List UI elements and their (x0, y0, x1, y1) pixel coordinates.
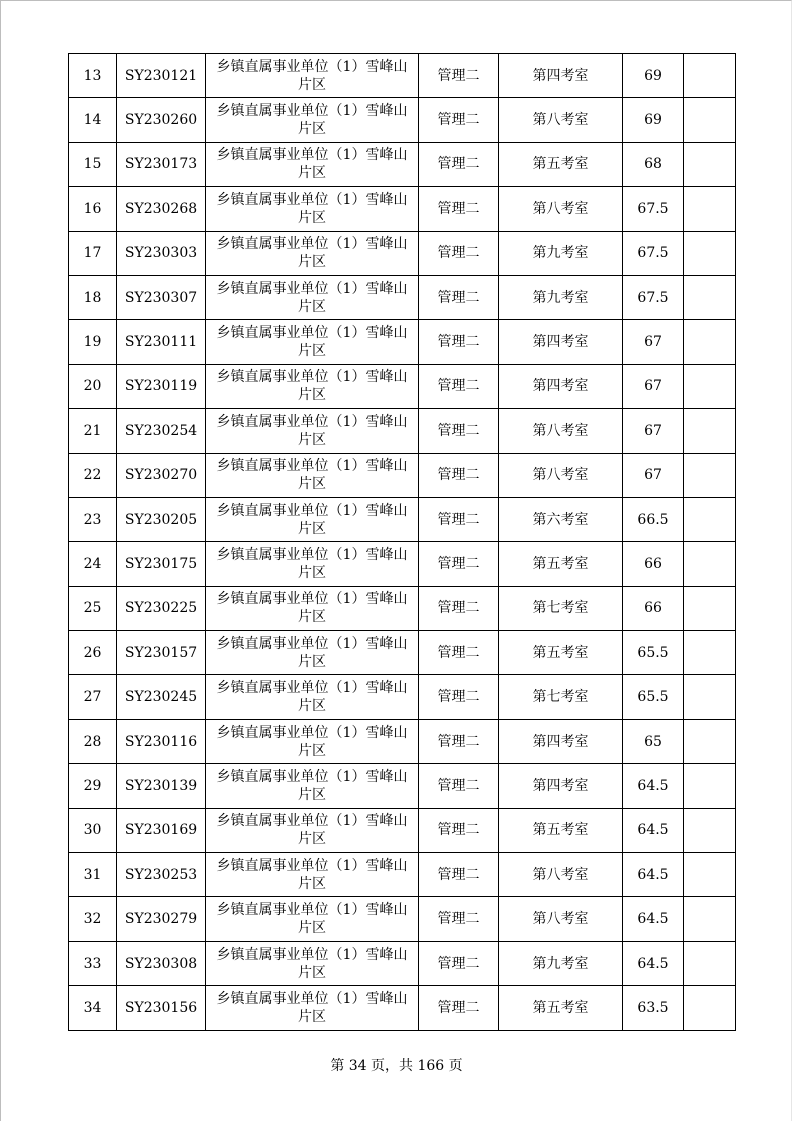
score-cell: 64.5 (623, 808, 684, 852)
exam-room-cell: 第五考室 (499, 542, 623, 586)
exam-room-cell: 第八考室 (499, 187, 623, 231)
score-cell: 65 (623, 719, 684, 763)
score-cell: 64.5 (623, 853, 684, 897)
position-cell: 管理二 (419, 320, 499, 364)
row-number-cell: 16 (69, 187, 117, 231)
candidate-id-cell: SY230303 (117, 231, 206, 275)
row-number-cell: 18 (69, 275, 117, 319)
position-cell: 管理二 (419, 275, 499, 319)
row-number-cell: 25 (69, 586, 117, 630)
candidate-id-cell: SY230156 (117, 986, 206, 1030)
remark-cell (684, 409, 736, 453)
candidate-id-cell: SY230225 (117, 586, 206, 630)
employer-unit-cell: 乡镇直属事业单位（1）雪峰山片区 (206, 453, 419, 497)
candidate-id-cell: SY230308 (117, 941, 206, 985)
score-cell: 67.5 (623, 231, 684, 275)
candidate-id-cell: SY230245 (117, 675, 206, 719)
row-number-cell: 29 (69, 764, 117, 808)
remark-cell (684, 231, 736, 275)
candidate-id-cell: SY230111 (117, 320, 206, 364)
remark-cell (684, 719, 736, 763)
exam-room-cell: 第四考室 (499, 764, 623, 808)
exam-room-cell: 第八考室 (499, 853, 623, 897)
table-row (69, 897, 736, 941)
remark-cell (684, 808, 736, 852)
score-cell: 67.5 (623, 187, 684, 231)
row-number-cell: 28 (69, 719, 117, 763)
table-row (69, 986, 736, 1030)
position-cell: 管理二 (419, 54, 499, 98)
score-cell: 69 (623, 54, 684, 98)
table-row (69, 853, 736, 897)
row-number-cell: 21 (69, 409, 117, 453)
candidate-id-cell: SY230121 (117, 54, 206, 98)
candidate-id-cell: SY230307 (117, 275, 206, 319)
candidate-id-cell: SY230253 (117, 853, 206, 897)
employer-unit-cell: 乡镇直属事业单位（1）雪峰山片区 (206, 853, 419, 897)
remark-cell (684, 54, 736, 98)
score-cell: 66 (623, 542, 684, 586)
remark-cell (684, 586, 736, 630)
table-row (69, 187, 736, 231)
score-cell: 67 (623, 453, 684, 497)
candidate-id-cell: SY230279 (117, 897, 206, 941)
position-cell: 管理二 (419, 853, 499, 897)
score-cell: 63.5 (623, 986, 684, 1030)
table-row (69, 719, 736, 763)
exam-room-cell: 第四考室 (499, 54, 623, 98)
table-row (69, 409, 736, 453)
position-cell: 管理二 (419, 986, 499, 1030)
position-cell: 管理二 (419, 675, 499, 719)
candidate-id-cell: SY230169 (117, 808, 206, 852)
employer-unit-cell: 乡镇直属事业单位（1）雪峰山片区 (206, 409, 419, 453)
exam-room-cell: 第四考室 (499, 320, 623, 364)
employer-unit-cell: 乡镇直属事业单位（1）雪峰山片区 (206, 808, 419, 852)
exam-room-cell: 第九考室 (499, 231, 623, 275)
exam-room-cell: 第六考室 (499, 497, 623, 541)
table-row (69, 453, 736, 497)
row-number-cell: 14 (69, 98, 117, 142)
exam-room-cell: 第九考室 (499, 941, 623, 985)
employer-unit-cell: 乡镇直属事业单位（1）雪峰山片区 (206, 675, 419, 719)
employer-unit-cell: 乡镇直属事业单位（1）雪峰山片区 (206, 320, 419, 364)
employer-unit-cell: 乡镇直属事业单位（1）雪峰山片区 (206, 364, 419, 408)
score-cell: 69 (623, 98, 684, 142)
exam-room-cell: 第四考室 (499, 719, 623, 763)
table-row (69, 941, 736, 985)
position-cell: 管理二 (419, 542, 499, 586)
table-row (69, 142, 736, 186)
remark-cell (684, 98, 736, 142)
remark-cell (684, 764, 736, 808)
score-cell: 66.5 (623, 497, 684, 541)
candidate-id-cell: SY230175 (117, 542, 206, 586)
table-row (69, 54, 736, 98)
score-cell: 64.5 (623, 764, 684, 808)
row-number-cell: 17 (69, 231, 117, 275)
position-cell: 管理二 (419, 497, 499, 541)
table-row (69, 275, 736, 319)
row-number-cell: 26 (69, 631, 117, 675)
candidate-id-cell: SY230254 (117, 409, 206, 453)
employer-unit-cell: 乡镇直属事业单位（1）雪峰山片区 (206, 187, 419, 231)
remark-cell (684, 364, 736, 408)
position-cell: 管理二 (419, 941, 499, 985)
row-number-cell: 31 (69, 853, 117, 897)
exam-room-cell: 第八考室 (499, 409, 623, 453)
remark-cell (684, 142, 736, 186)
table-row (69, 631, 736, 675)
row-number-cell: 20 (69, 364, 117, 408)
score-cell: 64.5 (623, 897, 684, 941)
row-number-cell: 13 (69, 54, 117, 98)
exam-room-cell: 第九考室 (499, 275, 623, 319)
position-cell: 管理二 (419, 897, 499, 941)
score-cell: 67 (623, 320, 684, 364)
remark-cell (684, 986, 736, 1030)
exam-room-cell: 第八考室 (499, 453, 623, 497)
employer-unit-cell: 乡镇直属事业单位（1）雪峰山片区 (206, 98, 419, 142)
remark-cell (684, 897, 736, 941)
employer-unit-cell: 乡镇直属事业单位（1）雪峰山片区 (206, 497, 419, 541)
exam-room-cell: 第五考室 (499, 986, 623, 1030)
candidate-id-cell: SY230119 (117, 364, 206, 408)
position-cell: 管理二 (419, 808, 499, 852)
score-cell: 67 (623, 364, 684, 408)
remark-cell (684, 853, 736, 897)
exam-room-cell: 第五考室 (499, 631, 623, 675)
row-number-cell: 22 (69, 453, 117, 497)
remark-cell (684, 275, 736, 319)
row-number-cell: 24 (69, 542, 117, 586)
table-row (69, 808, 736, 852)
score-cell: 64.5 (623, 941, 684, 985)
table-row (69, 675, 736, 719)
exam-room-cell: 第七考室 (499, 586, 623, 630)
remark-cell (684, 675, 736, 719)
candidate-id-cell: SY230205 (117, 497, 206, 541)
employer-unit-cell: 乡镇直属事业单位（1）雪峰山片区 (206, 986, 419, 1030)
position-cell: 管理二 (419, 719, 499, 763)
score-cell: 67.5 (623, 275, 684, 319)
exam-room-cell: 第八考室 (499, 897, 623, 941)
candidate-id-cell: SY230268 (117, 187, 206, 231)
remark-cell (684, 542, 736, 586)
row-number-cell: 30 (69, 808, 117, 852)
position-cell: 管理二 (419, 98, 499, 142)
exam-room-cell: 第七考室 (499, 675, 623, 719)
exam-room-cell: 第五考室 (499, 142, 623, 186)
remark-cell (684, 453, 736, 497)
row-number-cell: 19 (69, 320, 117, 364)
position-cell: 管理二 (419, 364, 499, 408)
candidate-id-cell: SY230116 (117, 719, 206, 763)
employer-unit-cell: 乡镇直属事业单位（1）雪峰山片区 (206, 719, 419, 763)
row-number-cell: 27 (69, 675, 117, 719)
table-row (69, 364, 736, 408)
candidate-id-cell: SY230173 (117, 142, 206, 186)
table-row (69, 497, 736, 541)
results-table (68, 53, 736, 1031)
employer-unit-cell: 乡镇直属事业单位（1）雪峰山片区 (206, 897, 419, 941)
row-number-cell: 32 (69, 897, 117, 941)
candidate-id-cell: SY230157 (117, 631, 206, 675)
table-row (69, 320, 736, 364)
table-row (69, 542, 736, 586)
remark-cell (684, 497, 736, 541)
employer-unit-cell: 乡镇直属事业单位（1）雪峰山片区 (206, 542, 419, 586)
score-cell: 67 (623, 409, 684, 453)
position-cell: 管理二 (419, 631, 499, 675)
score-cell: 68 (623, 142, 684, 186)
position-cell: 管理二 (419, 187, 499, 231)
table-row (69, 231, 736, 275)
position-cell: 管理二 (419, 231, 499, 275)
page-footer: 第 34 页，共 166 页 (330, 1058, 463, 1074)
employer-unit-cell: 乡镇直属事业单位（1）雪峰山片区 (206, 941, 419, 985)
employer-unit-cell: 乡镇直属事业单位（1）雪峰山片区 (206, 586, 419, 630)
position-cell: 管理二 (419, 409, 499, 453)
score-cell: 65.5 (623, 631, 684, 675)
table-row (69, 764, 736, 808)
row-number-cell: 34 (69, 986, 117, 1030)
candidate-id-cell: SY230139 (117, 764, 206, 808)
employer-unit-cell: 乡镇直属事业单位（1）雪峰山片区 (206, 631, 419, 675)
position-cell: 管理二 (419, 142, 499, 186)
employer-unit-cell: 乡镇直属事业单位（1）雪峰山片区 (206, 275, 419, 319)
remark-cell (684, 631, 736, 675)
remark-cell (684, 320, 736, 364)
position-cell: 管理二 (419, 764, 499, 808)
position-cell: 管理二 (419, 586, 499, 630)
employer-unit-cell: 乡镇直属事业单位（1）雪峰山片区 (206, 764, 419, 808)
row-number-cell: 15 (69, 142, 117, 186)
candidate-id-cell: SY230270 (117, 453, 206, 497)
table-row (69, 586, 736, 630)
remark-cell (684, 941, 736, 985)
employer-unit-cell: 乡镇直属事业单位（1）雪峰山片区 (206, 231, 419, 275)
exam-room-cell: 第五考室 (499, 808, 623, 852)
row-number-cell: 23 (69, 497, 117, 541)
exam-room-cell: 第八考室 (499, 98, 623, 142)
exam-room-cell: 第四考室 (499, 364, 623, 408)
table-body (69, 54, 736, 1031)
remark-cell (684, 187, 736, 231)
candidate-id-cell: SY230260 (117, 98, 206, 142)
score-cell: 65.5 (623, 675, 684, 719)
employer-unit-cell: 乡镇直属事业单位（1）雪峰山片区 (206, 54, 419, 98)
position-cell: 管理二 (419, 453, 499, 497)
employer-unit-cell: 乡镇直属事业单位（1）雪峰山片区 (206, 142, 419, 186)
score-cell: 66 (623, 586, 684, 630)
row-number-cell: 33 (69, 941, 117, 985)
table-row (69, 98, 736, 142)
